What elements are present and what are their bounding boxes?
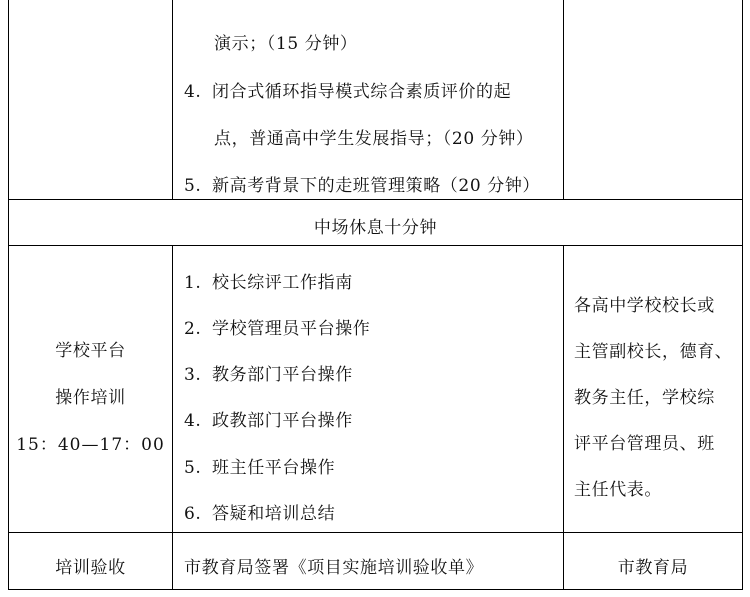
participants-line-1: 各高中学校校长或 [574, 296, 715, 316]
agenda-item-number: 4. [184, 411, 202, 431]
participants-cell [564, 246, 742, 532]
table-bottom-border [8, 589, 743, 590]
session-title-line-1: 学校平台 [55, 341, 126, 361]
session-title-line-2: 操作培训 [55, 388, 126, 408]
participants-line-2: 主管副校长，德育、 [574, 342, 733, 362]
agenda-item-6 [184, 499, 335, 524]
platform-agenda-cell [173, 246, 563, 532]
acceptance-responsible: 市教育局 [617, 558, 689, 578]
agenda-item-number: 2. [184, 319, 202, 339]
participants-line-5: 主任代表。 [574, 480, 662, 500]
acceptance-title: 培训验收 [55, 558, 126, 578]
platform-title-cell [9, 246, 172, 532]
agenda-item-number: 1. [184, 273, 202, 293]
agenda-item-text: 教务部门平台操作 [212, 365, 353, 385]
agenda-item-text: 学校管理员平台操作 [212, 319, 371, 339]
agenda-item-number: 3. [184, 365, 202, 385]
agenda-item-4 [184, 406, 353, 431]
agenda-item-3 [184, 360, 353, 385]
acceptance-content: 市教育局签署《项目实施培训验收单》 [184, 558, 484, 578]
break-label: 中场休息十分钟 [313, 218, 438, 238]
agenda-item-2 [184, 314, 370, 339]
table-right-border [742, 0, 743, 590]
column-divider-2-top [563, 0, 564, 200]
acceptance-content-cell [173, 533, 563, 589]
top-agenda-cell [173, 0, 563, 199]
agenda-item-5 [184, 171, 540, 196]
session-time: 15：40—17：00 [16, 435, 165, 455]
acceptance-title-cell [9, 533, 172, 589]
agenda-item-number: 6. [184, 504, 202, 524]
agenda-item-1 [184, 268, 353, 293]
agenda-item-number: 5. [184, 458, 202, 478]
agenda-item-text: 新高考背景下的走班管理策略（20 分钟） [212, 176, 541, 196]
acceptance-responsible-cell [564, 533, 742, 589]
agenda-item-text: 答疑和培训总结 [212, 504, 336, 524]
agenda-item-5 [184, 453, 335, 478]
break-row [9, 200, 742, 245]
agenda-item-number: 4. [184, 82, 202, 102]
agenda-item-4 [184, 77, 511, 102]
agenda-item-4-continuation: 点，普通高中学生发展指导；（20 分钟） [214, 129, 534, 149]
agenda-item-text: 校长综评工作指南 [212, 273, 353, 293]
agenda-item-text: 闭合式循环指导模式综合素质评价的起 [212, 82, 512, 102]
agenda-item-text: 政教部门平台操作 [212, 411, 353, 431]
participants-line-4: 评平台管理员、班 [574, 434, 715, 454]
agenda-item-continuation: 演示；（15 分钟） [214, 34, 358, 54]
agenda-item-text: 班主任平台操作 [212, 458, 336, 478]
participants-line-3: 教务主任，学校综 [574, 388, 715, 408]
agenda-item-number: 5. [184, 176, 202, 196]
